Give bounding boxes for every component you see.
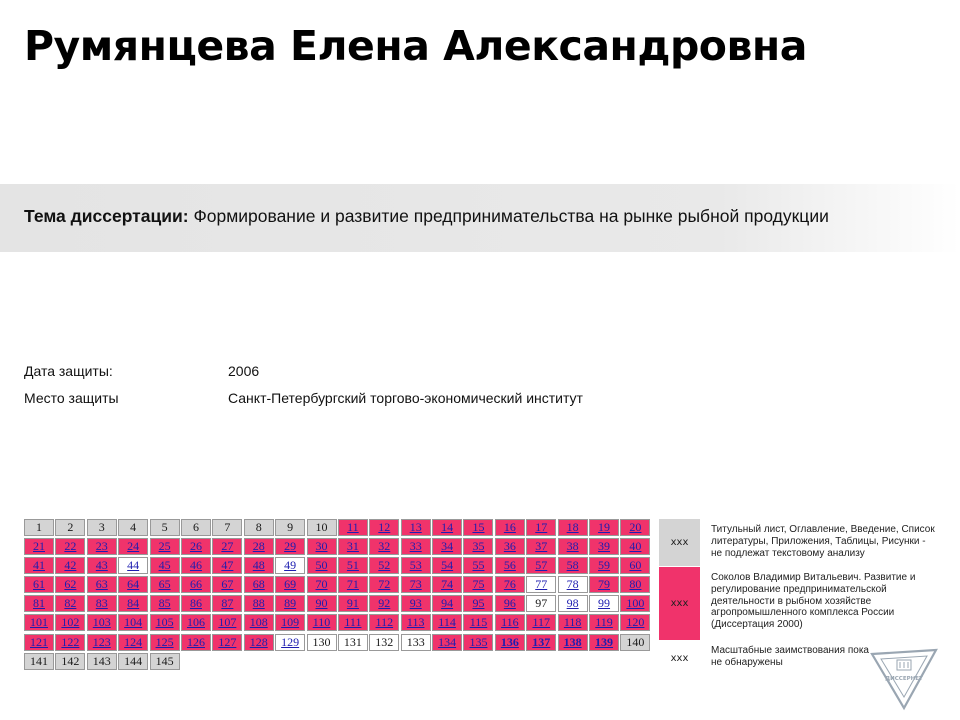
page-cell-117[interactable]: 117: [526, 614, 556, 631]
page-cell-42[interactable]: 42: [55, 557, 85, 574]
page-cell-43[interactable]: 43: [87, 557, 117, 574]
page-cell-24[interactable]: 24: [118, 538, 148, 555]
page-cell-75[interactable]: 75: [463, 576, 493, 593]
page-cell-18[interactable]: 18: [558, 519, 588, 536]
page-cell-113[interactable]: 113: [401, 614, 431, 631]
page-cell-122[interactable]: 122: [55, 634, 85, 651]
page-cell-128[interactable]: 128: [244, 634, 274, 651]
page-cell-132: 132: [369, 634, 399, 651]
page-cell-98[interactable]: 98: [558, 595, 588, 612]
page-cell-91[interactable]: 91: [338, 595, 368, 612]
page-cell-51[interactable]: 51: [338, 557, 368, 574]
page-cell-20[interactable]: 20: [620, 519, 650, 536]
legend-text-excluded: Титульный лист, Оглавление, Введение, Список литературы, Приложения, Таблицы, Рисунки - не подлежат текстовому анализу: [711, 524, 935, 559]
page-cell-12[interactable]: 12: [369, 519, 399, 536]
page-cell-15[interactable]: 15: [463, 519, 493, 536]
page-cell-76[interactable]: 76: [495, 576, 525, 593]
page-cell-97: 97: [526, 595, 556, 612]
page-cell-103[interactable]: 103: [87, 614, 117, 631]
page-cell-57[interactable]: 57: [526, 557, 556, 574]
page-cell-80[interactable]: 80: [620, 576, 650, 593]
page-cell-69[interactable]: 69: [275, 576, 305, 593]
page-cell-100[interactable]: 100: [620, 595, 650, 612]
page-cell-14[interactable]: 14: [432, 519, 462, 536]
page-cell-99[interactable]: 99: [589, 595, 619, 612]
page-cell-106[interactable]: 106: [181, 614, 211, 631]
page-cell-86[interactable]: 86: [181, 595, 211, 612]
page-cell-102[interactable]: 102: [55, 614, 85, 631]
page-cell-56[interactable]: 56: [495, 557, 525, 574]
page-cell-87[interactable]: 87: [212, 595, 242, 612]
dissertation-topic: [24, 206, 829, 227]
defense-place-label: Место защиты: [24, 390, 119, 406]
topic-label: Тема диссертации:: [24, 206, 189, 226]
page-cell-135[interactable]: 135: [463, 634, 493, 651]
page-cell-8: 8: [244, 519, 274, 536]
legend-box-clean: xxx: [659, 641, 700, 676]
page-cell-126[interactable]: 126: [181, 634, 211, 651]
page-cell-105[interactable]: 105: [150, 614, 180, 631]
page-cell-85[interactable]: 85: [150, 595, 180, 612]
page-cell-60[interactable]: 60: [620, 557, 650, 574]
page-cell-74[interactable]: 74: [432, 576, 462, 593]
page-cell-70[interactable]: 70: [307, 576, 337, 593]
page-cell-6: 6: [181, 519, 211, 536]
page-cell-145: 145: [150, 653, 180, 670]
page-cell-2: 2: [55, 519, 85, 536]
page-cell-53[interactable]: 53: [401, 557, 431, 574]
page-cell-124[interactable]: 124: [118, 634, 148, 651]
page-cell-139[interactable]: 139: [589, 634, 619, 651]
page-cell-37[interactable]: 37: [526, 538, 556, 555]
legend-box-source: xxx: [659, 567, 700, 640]
defense-place-value: Санкт-Петербургский торгово-экономический институт: [228, 390, 583, 406]
page-cell-73[interactable]: 73: [401, 576, 431, 593]
page-cell-11[interactable]: 11: [338, 519, 368, 536]
page-cell-50[interactable]: 50: [307, 557, 337, 574]
page-cell-114[interactable]: 114: [432, 614, 462, 631]
page-cell-63[interactable]: 63: [87, 576, 117, 593]
page-cell-29[interactable]: 29: [275, 538, 305, 555]
page-cell-115[interactable]: 115: [463, 614, 493, 631]
page-cell-19[interactable]: 19: [589, 519, 619, 536]
page-cell-140: 140: [620, 634, 650, 651]
legend-text-clean: Масштабные заимствования пока не обнаружены: [711, 645, 869, 668]
page-cell-22[interactable]: 22: [55, 538, 85, 555]
page-cell-95[interactable]: 95: [463, 595, 493, 612]
stamp-text: ДИССЕРНЕТ: [885, 676, 923, 682]
page-cell-121[interactable]: 121: [24, 634, 54, 651]
page-cell-107[interactable]: 107: [212, 614, 242, 631]
page-cell-54[interactable]: 54: [432, 557, 462, 574]
page-cell-125[interactable]: 125: [150, 634, 180, 651]
page-cell-119[interactable]: 119: [589, 614, 619, 631]
page-cell-35[interactable]: 35: [463, 538, 493, 555]
page-cell-52[interactable]: 52: [369, 557, 399, 574]
page-cell-84[interactable]: 84: [118, 595, 148, 612]
page-cell-25[interactable]: 25: [150, 538, 180, 555]
page-cell-9: 9: [275, 519, 305, 536]
page-cell-110[interactable]: 110: [307, 614, 337, 631]
legend-text-source: Соколов Владимир Витальевич. Развитие и регулирование предпринимательской деятельности в рыбном хозяйстве агропромышленного комплекса России (Диссертация 2000): [711, 572, 916, 631]
page-cell-26[interactable]: 26: [181, 538, 211, 555]
page-cell-27[interactable]: 27: [212, 538, 242, 555]
page-cell-123[interactable]: 123: [87, 634, 117, 651]
page-cell-13[interactable]: 13: [401, 519, 431, 536]
page-grid: [24, 519, 650, 670]
page-cell-67[interactable]: 67: [212, 576, 242, 593]
page-cell-129[interactable]: 129: [275, 634, 305, 651]
page-cell-41[interactable]: 41: [24, 557, 54, 574]
page-cell-39[interactable]: 39: [589, 538, 619, 555]
page-cell-141: 141: [24, 653, 54, 670]
defense-date-label: Дата защиты:: [24, 363, 113, 379]
page-cell-137[interactable]: 137: [526, 634, 556, 651]
page-cell-112[interactable]: 112: [369, 614, 399, 631]
page-cell-1: 1: [24, 519, 54, 536]
page-cell-79[interactable]: 79: [589, 576, 619, 593]
page-cell-66[interactable]: 66: [181, 576, 211, 593]
page-cell-90[interactable]: 90: [307, 595, 337, 612]
page-cell-96[interactable]: 96: [495, 595, 525, 612]
page-cell-49[interactable]: 49: [275, 557, 305, 574]
page-cell-136[interactable]: 136: [495, 634, 525, 651]
page-cell-94[interactable]: 94: [432, 595, 462, 612]
page-cell-118[interactable]: 118: [558, 614, 588, 631]
page-cell-138[interactable]: 138: [558, 634, 588, 651]
page-cell-72[interactable]: 72: [369, 576, 399, 593]
page-cell-77[interactable]: 77: [526, 576, 556, 593]
page-cell-131: 131: [338, 634, 368, 651]
page-cell-71[interactable]: 71: [338, 576, 368, 593]
page-cell-34[interactable]: 34: [432, 538, 462, 555]
page-cell-31[interactable]: 31: [338, 538, 368, 555]
page-cell-127[interactable]: 127: [212, 634, 242, 651]
page-cell-133: 133: [401, 634, 431, 651]
page-cell-130: 130: [307, 634, 337, 651]
dissernet-stamp-icon: [868, 640, 940, 712]
page-cell-61[interactable]: 61: [24, 576, 54, 593]
page-cell-111[interactable]: 111: [338, 614, 368, 631]
page-cell-83[interactable]: 83: [87, 595, 117, 612]
page-cell-64[interactable]: 64: [118, 576, 148, 593]
page-cell-32[interactable]: 32: [369, 538, 399, 555]
page-cell-92[interactable]: 92: [369, 595, 399, 612]
page-cell-120[interactable]: 120: [620, 614, 650, 631]
page-cell-40[interactable]: 40: [620, 538, 650, 555]
page-cell-33[interactable]: 33: [401, 538, 431, 555]
page-cell-38[interactable]: 38: [558, 538, 588, 555]
page-cell-21[interactable]: 21: [24, 538, 54, 555]
page-cell-47[interactable]: 47: [212, 557, 242, 574]
page-cell-134[interactable]: 134: [432, 634, 462, 651]
page-cell-59[interactable]: 59: [589, 557, 619, 574]
page-cell-28[interactable]: 28: [244, 538, 274, 555]
page-cell-4: 4: [118, 519, 148, 536]
defense-date-value: 2006: [228, 363, 260, 379]
page-cell-81[interactable]: 81: [24, 595, 54, 612]
page-cell-144: 144: [118, 653, 148, 670]
person-name: Румянцева Елена Александровна: [24, 22, 807, 70]
page-cell-78[interactable]: 78: [558, 576, 588, 593]
topic-value: Формирование и развитие предпринимательства на рынке рыбной продукции: [193, 206, 829, 226]
page-cell-48[interactable]: 48: [244, 557, 274, 574]
page-cell-82[interactable]: 82: [55, 595, 85, 612]
legend-box-excluded: xxx: [659, 519, 700, 566]
page-cell-45[interactable]: 45: [150, 557, 180, 574]
page-cell-142: 142: [55, 653, 85, 670]
page-cell-109[interactable]: 109: [275, 614, 305, 631]
page-cell-65[interactable]: 65: [150, 576, 180, 593]
page-cell-58[interactable]: 58: [558, 557, 588, 574]
page-cell-46[interactable]: 46: [181, 557, 211, 574]
page-cell-16[interactable]: 16: [495, 519, 525, 536]
page-cell-44[interactable]: 44: [118, 557, 148, 574]
page-cell-88[interactable]: 88: [244, 595, 274, 612]
page-cell-36[interactable]: 36: [495, 538, 525, 555]
page-cell-5: 5: [150, 519, 180, 536]
page-cell-89[interactable]: 89: [275, 595, 305, 612]
page-cell-23[interactable]: 23: [87, 538, 117, 555]
page-cell-7: 7: [212, 519, 242, 536]
page-cell-116[interactable]: 116: [495, 614, 525, 631]
page-cell-17[interactable]: 17: [526, 519, 556, 536]
page-cell-55[interactable]: 55: [463, 557, 493, 574]
page-cell-108[interactable]: 108: [244, 614, 274, 631]
page-cell-101[interactable]: 101: [24, 614, 54, 631]
page-cell-93[interactable]: 93: [401, 595, 431, 612]
page-cell-68[interactable]: 68: [244, 576, 274, 593]
page-cell-3: 3: [87, 519, 117, 536]
page-cell-30[interactable]: 30: [307, 538, 337, 555]
page-cell-104[interactable]: 104: [118, 614, 148, 631]
page-cell-62[interactable]: 62: [55, 576, 85, 593]
page-cell-143: 143: [87, 653, 117, 670]
page-cell-10: 10: [307, 519, 337, 536]
